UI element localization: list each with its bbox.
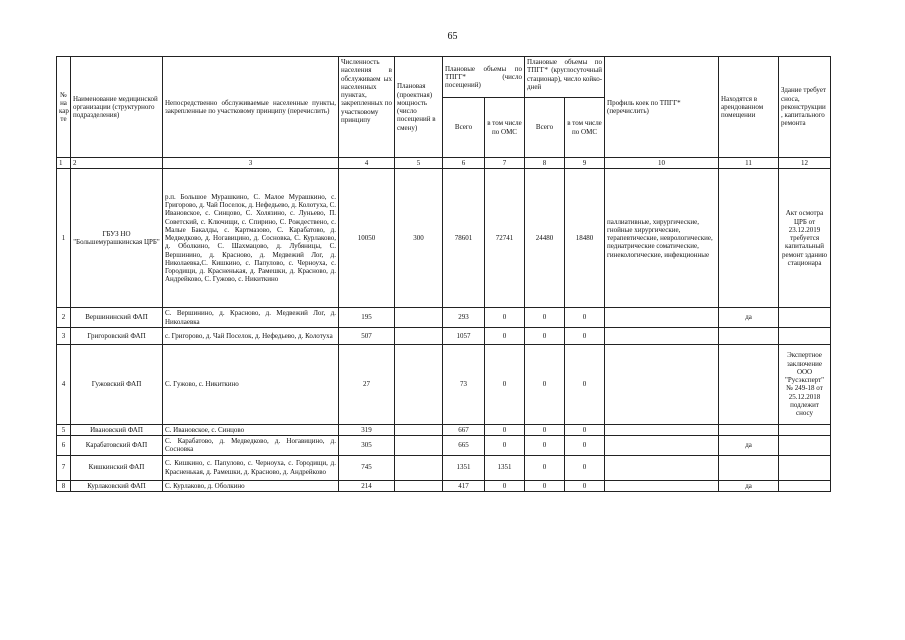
rented-flag: да bbox=[719, 480, 779, 491]
bed-days-oms: 0 bbox=[565, 480, 605, 491]
header-repair: Здание требует сноса, реконструкции , капитального ремонта bbox=[779, 57, 831, 158]
header-beds-total: Всего bbox=[525, 98, 565, 158]
column-number: 7 bbox=[485, 158, 525, 169]
header-visits-total: Всего bbox=[443, 98, 485, 158]
visits-total: 73 bbox=[443, 344, 485, 424]
bed-days-oms: 0 bbox=[565, 455, 605, 480]
capacity bbox=[395, 480, 443, 491]
visits-total: 417 bbox=[443, 480, 485, 491]
bed-days-total: 0 bbox=[525, 327, 565, 344]
population: 319 bbox=[339, 424, 395, 435]
organization-name: ГБУЗ НО "Большемурашкинская ЦРБ" bbox=[71, 169, 163, 308]
population: 214 bbox=[339, 480, 395, 491]
repair-status bbox=[779, 424, 831, 435]
rented-flag bbox=[719, 344, 779, 424]
bed-profile bbox=[605, 424, 719, 435]
bed-days-oms: 0 bbox=[565, 308, 605, 328]
table-row bbox=[57, 480, 831, 491]
header-population: Численность населения в обслуживаем ых населенных пунктах, закрепленных по участковому принципу bbox=[339, 57, 395, 158]
bed-days-oms: 0 bbox=[565, 424, 605, 435]
visits-total: 293 bbox=[443, 308, 485, 328]
visits-total: 665 bbox=[443, 436, 485, 456]
header-capacity: Плановая (проектная) мощность (число посещений в смену) bbox=[395, 57, 443, 158]
visits-total: 78601 bbox=[443, 169, 485, 308]
visits-oms: 72741 bbox=[485, 169, 525, 308]
header-rented: Находятся в арендованном помещении bbox=[719, 57, 779, 158]
organization-name: Кишкинский ФАП bbox=[71, 455, 163, 480]
bed-profile bbox=[605, 455, 719, 480]
column-numbers-row bbox=[57, 158, 831, 169]
row-number: 1 bbox=[57, 169, 71, 308]
population: 27 bbox=[339, 344, 395, 424]
repair-status bbox=[779, 436, 831, 456]
visits-total: 1351 bbox=[443, 455, 485, 480]
capacity bbox=[395, 344, 443, 424]
visits-total: 1057 bbox=[443, 327, 485, 344]
capacity bbox=[395, 308, 443, 328]
served-places: р.п. Большое Мурашкино, С. Малое Мурашкино, с. Григорово, д. Чай Поселок, д. Нефедьево, д. Колотуха, С. Ивановское, с. Синцово, С. Холязино, с. Луньево, П. Советский, с. Ключищи, с. Спирино, С. Рождествено, с. Малые Бакалды, с. Картмазово, С. Карабатово, д. Медведково, д. Ногавицино, д. Сосновка, С. Курлаково, д. Оболкино, С. Шахмацово, д. Лубяницы, С. Вершинино, д. Красново, д. Медвежий Лог, д. Николаевка,С. Кишкино, с. Папулово, с. Черноуха, с. Городищи, д. Красненькая, д. Рамешки, д. Красново, д. Андрейково, С. Гужово, с. Никиткино bbox=[163, 169, 339, 308]
row-number: 3 bbox=[57, 327, 71, 344]
facilities-table bbox=[56, 56, 831, 492]
column-number: 10 bbox=[605, 158, 719, 169]
header-number: № на кар те bbox=[57, 57, 71, 158]
header-places: Непосредственно обслуживаемые населенные пункты, закрепленные по участковому принципу (перечислить) bbox=[163, 57, 339, 158]
table-row bbox=[57, 424, 831, 435]
rented-flag: да bbox=[719, 308, 779, 328]
column-number: 2 bbox=[71, 158, 163, 169]
repair-status bbox=[779, 455, 831, 480]
population: 507 bbox=[339, 327, 395, 344]
table-row bbox=[57, 455, 831, 480]
row-number: 7 bbox=[57, 455, 71, 480]
organization-name: Курлаковский ФАП bbox=[71, 480, 163, 491]
visits-oms: 0 bbox=[485, 480, 525, 491]
population: 305 bbox=[339, 436, 395, 456]
repair-status: Акт осмотра ЦРБ от 23.12.2019 требуется капитальный ремонт зданию стационара bbox=[779, 169, 831, 308]
bed-days-total: 24480 bbox=[525, 169, 565, 308]
organization-name: Ивановский ФАП bbox=[71, 424, 163, 435]
header-organization: Наименование медицинской организации (структурного подразделения) bbox=[71, 57, 163, 158]
column-number: 8 bbox=[525, 158, 565, 169]
rented-flag bbox=[719, 327, 779, 344]
visits-total: 667 bbox=[443, 424, 485, 435]
organization-name: Карабатовский ФАП bbox=[71, 436, 163, 456]
served-places: С. Гужово, с. Никиткино bbox=[163, 344, 339, 424]
bed-days-oms: 0 bbox=[565, 327, 605, 344]
bed-profile bbox=[605, 327, 719, 344]
row-number: 8 bbox=[57, 480, 71, 491]
repair-status bbox=[779, 327, 831, 344]
visits-oms: 0 bbox=[485, 424, 525, 435]
column-number: 9 bbox=[565, 158, 605, 169]
bed-days-total: 0 bbox=[525, 480, 565, 491]
capacity bbox=[395, 436, 443, 456]
column-number: 3 bbox=[163, 158, 339, 169]
header-bed-profile: Профиль коек по ТПГГ* (перечислить) bbox=[605, 57, 719, 158]
capacity bbox=[395, 424, 443, 435]
bed-days-total: 0 bbox=[525, 436, 565, 456]
served-places: С. Курлаково, д. Оболкино bbox=[163, 480, 339, 491]
bed-days-total: 0 bbox=[525, 308, 565, 328]
population: 10050 bbox=[339, 169, 395, 308]
row-number: 5 bbox=[57, 424, 71, 435]
visits-oms: 0 bbox=[485, 308, 525, 328]
repair-status bbox=[779, 308, 831, 328]
table-row bbox=[57, 344, 831, 424]
header-bed-days: Плановые объемы по ТПГГ* (круглосуточный стационар), число койко-дней bbox=[525, 57, 605, 98]
rented-flag bbox=[719, 455, 779, 480]
repair-status: Экспертное заключение ООО "Русэксперт" № 249-18 от 25.12.2018 подлежит сносу bbox=[779, 344, 831, 424]
column-number: 6 bbox=[443, 158, 485, 169]
header-visits-oms: в том числе по ОМС bbox=[485, 98, 525, 158]
table-row bbox=[57, 327, 831, 344]
visits-oms: 0 bbox=[485, 344, 525, 424]
rented-flag bbox=[719, 424, 779, 435]
table-row bbox=[57, 308, 831, 328]
bed-profile bbox=[605, 344, 719, 424]
column-number: 12 bbox=[779, 158, 831, 169]
visits-oms: 0 bbox=[485, 436, 525, 456]
served-places: С. Кишкино, с. Папулово, с. Черноуха, с. Городищи, д. Красненькая, д. Рамешки, д. Красново, д. Андрейково bbox=[163, 455, 339, 480]
rented-flag: да bbox=[719, 436, 779, 456]
bed-profile bbox=[605, 480, 719, 491]
bed-profile bbox=[605, 308, 719, 328]
row-number: 4 bbox=[57, 344, 71, 424]
row-number: 6 bbox=[57, 436, 71, 456]
organization-name: Вершининский ФАП bbox=[71, 308, 163, 328]
bed-days-oms: 0 bbox=[565, 344, 605, 424]
row-number: 2 bbox=[57, 308, 71, 328]
header-beds-oms: в том числе по ОМС bbox=[565, 98, 605, 158]
served-places: с. Григорово, д. Чай Поселок, д. Нефедьево, д. Колотуха bbox=[163, 327, 339, 344]
table-row bbox=[57, 436, 831, 456]
table-row bbox=[57, 169, 831, 308]
served-places: С. Вершинино, д. Красново, д. Медвежий Лог, д. Николаевка bbox=[163, 308, 339, 328]
capacity bbox=[395, 327, 443, 344]
population: 195 bbox=[339, 308, 395, 328]
bed-profile bbox=[605, 436, 719, 456]
bed-days-total: 0 bbox=[525, 455, 565, 480]
served-places: С. Карабатово, д. Медведково, д. Ногавицино, д. Сосновка bbox=[163, 436, 339, 456]
rented-flag bbox=[719, 169, 779, 308]
page-number: 65 bbox=[447, 31, 458, 42]
capacity bbox=[395, 455, 443, 480]
column-number: 11 bbox=[719, 158, 779, 169]
header-visits: Плановые объемы по ТПГГ* (число посещений) bbox=[443, 57, 525, 98]
bed-profile: паллиативные, хирургические, гнойные хирургические, терапевтические, неврологические, педиатрические соматические, гинекологические, инфекционные bbox=[605, 169, 719, 308]
population: 745 bbox=[339, 455, 395, 480]
column-number: 4 bbox=[339, 158, 395, 169]
visits-oms: 0 bbox=[485, 327, 525, 344]
column-number: 5 bbox=[395, 158, 443, 169]
bed-days-oms: 0 bbox=[565, 436, 605, 456]
bed-days-total: 0 bbox=[525, 424, 565, 435]
organization-name: Гужовский ФАП bbox=[71, 344, 163, 424]
bed-days-total: 0 bbox=[525, 344, 565, 424]
served-places: С. Ивановское, с. Синцово bbox=[163, 424, 339, 435]
repair-status bbox=[779, 480, 831, 491]
bed-days-oms: 18480 bbox=[565, 169, 605, 308]
visits-oms: 1351 bbox=[485, 455, 525, 480]
capacity: 300 bbox=[395, 169, 443, 308]
organization-name: Григоровский ФАП bbox=[71, 327, 163, 344]
column-number: 1 bbox=[57, 158, 71, 169]
